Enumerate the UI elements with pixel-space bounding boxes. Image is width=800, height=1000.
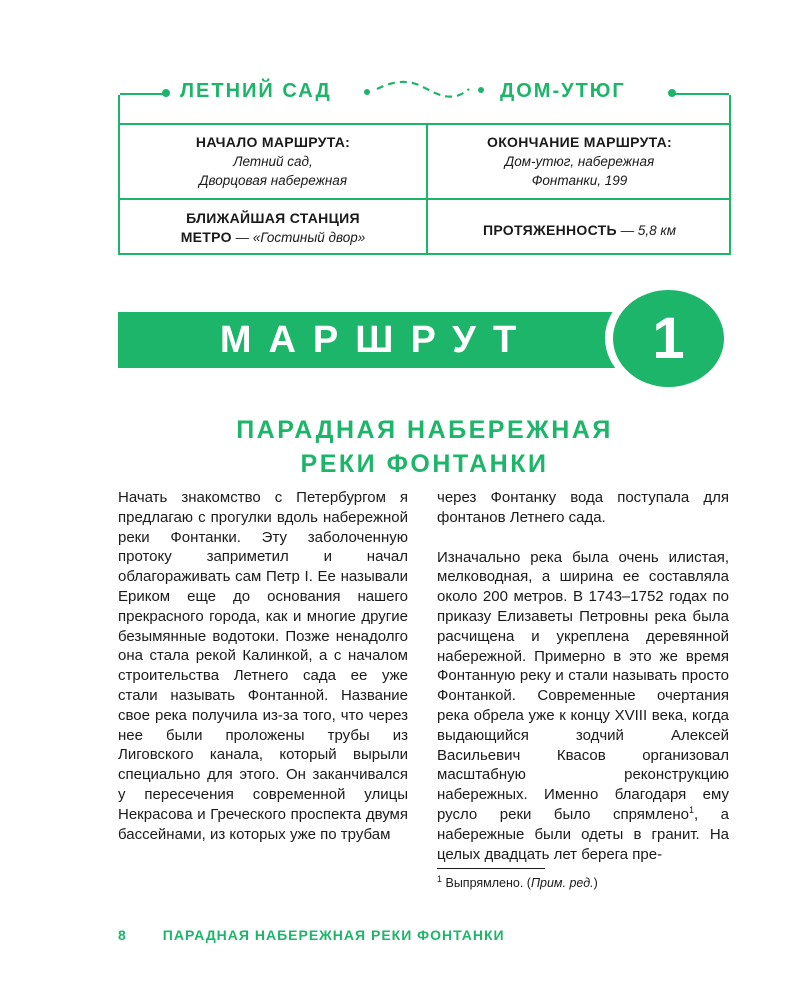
body-paragraph: Начать знакомство с Петербургом я предлагаю с прогулки вдоль набережной реки Фонтанки. Эту заболоченную протоку заприметил и начал облагораживать сам Петр I. Ее называли Ериком еще до основания нашего прекрасного города, как и многие другие безымянные водотоки. Позже ненадолго она стала рекой Калинкой, а с началом строительства Летнего сада ее уже стали называть Фонтанной. Название свое река получила из-за того, что через нее были проложены трубы из Лиговского канала, который вырыли специально для этого. Он заканчивался у пересечения современной улицы Некрасова и Греческого проспекта двумя бассейнами, из которых уже по трубам <box>118 489 408 843</box>
route-info-grid <box>120 123 729 253</box>
footnote-mark: 1 <box>437 873 443 884</box>
route-number-badge: 1 <box>613 290 724 387</box>
route-dashed-path-icon <box>363 77 485 103</box>
body-column-right <box>437 488 729 864</box>
route-end-line2: Фонтанки, 199 <box>531 173 628 188</box>
section-heading-line1: ПАРАДНАЯ НАБЕРЕЖНАЯ <box>236 416 613 444</box>
footnote-close: ) <box>593 876 598 890</box>
page-footer <box>118 927 505 943</box>
box-top-line-left <box>120 93 168 95</box>
footnote-text: Выпрямлено. ( <box>442 876 531 890</box>
length-cell <box>428 221 731 240</box>
route-start-line1: Летний сад, <box>233 154 313 169</box>
route-start-cell <box>120 133 426 190</box>
route-start-title: ЛЕТНИЙ САД <box>180 80 332 102</box>
route-end-line1: Дом-утюг, набережная <box>504 154 655 169</box>
running-title: ПАРАДНАЯ НАБЕРЕЖНАЯ РЕКИ ФОНТАНКИ <box>162 927 505 943</box>
footnote-rule <box>437 868 545 869</box>
route-end-label: ОКОНЧАНИЕ МАРШРУТА: <box>487 134 672 150</box>
page-number: 8 <box>118 927 127 943</box>
body-column-left <box>118 488 408 844</box>
footnote-note: Прим. ред. <box>530 876 594 890</box>
metro-label-line2: МЕТРО <box>180 229 232 245</box>
route-end-title: ДОМ-УТЮГ <box>500 80 626 102</box>
body-text: Изначально река была очень илистая, мелководная, а ширина ее составляла около 200 метров. В 1743–1752 годах по приказу Елизаветы Петровны река была расчищена и укреплена деревянной набережной. Примерно в это же время Фонтанную реку и стали называть просто Фонтанкой. Современные очертания река обрела уже к концу XVIII века, когда выдающийся зодчий Алексей Васильевич Квасов организовал масштабную реконструкцию набережных. Именно благодаря ему русло реки было спрямлено <box>437 548 729 823</box>
body-paragraph <box>437 548 729 865</box>
route-dot-start <box>162 89 170 97</box>
route-end-cell <box>428 133 731 190</box>
length-value: — 5,8 км <box>616 223 677 238</box>
body-text: , а набережные были одеты в гранит. На целых двадцать лет берега пре- <box>437 805 729 863</box>
route-banner <box>118 312 623 368</box>
grid-horizontal-divider <box>120 198 729 200</box>
box-top-line-right <box>675 93 729 95</box>
footnote-reference[interactable]: 1 <box>688 804 694 815</box>
route-banner-label: МАРШРУТ <box>219 319 534 361</box>
metro-cell <box>120 209 426 247</box>
route-start-line2: Дворцовая набережная <box>198 173 348 188</box>
section-heading-line2: РЕКИ ФОНТАНКИ <box>300 450 549 478</box>
section-heading <box>118 413 731 481</box>
route-info-box <box>118 80 731 255</box>
body-paragraph: через Фонтанку вода поступала для фонтанов Летнего сада. <box>437 489 729 526</box>
metro-label-line1: БЛИЖАЙШАЯ СТАНЦИЯ <box>186 210 360 226</box>
length-label: ПРОТЯЖЕННОСТЬ <box>482 222 617 238</box>
footnote <box>437 873 598 890</box>
route-start-label: НАЧАЛО МАРШРУТА: <box>195 134 351 150</box>
metro-value: — «Гостиный двор» <box>231 230 366 245</box>
